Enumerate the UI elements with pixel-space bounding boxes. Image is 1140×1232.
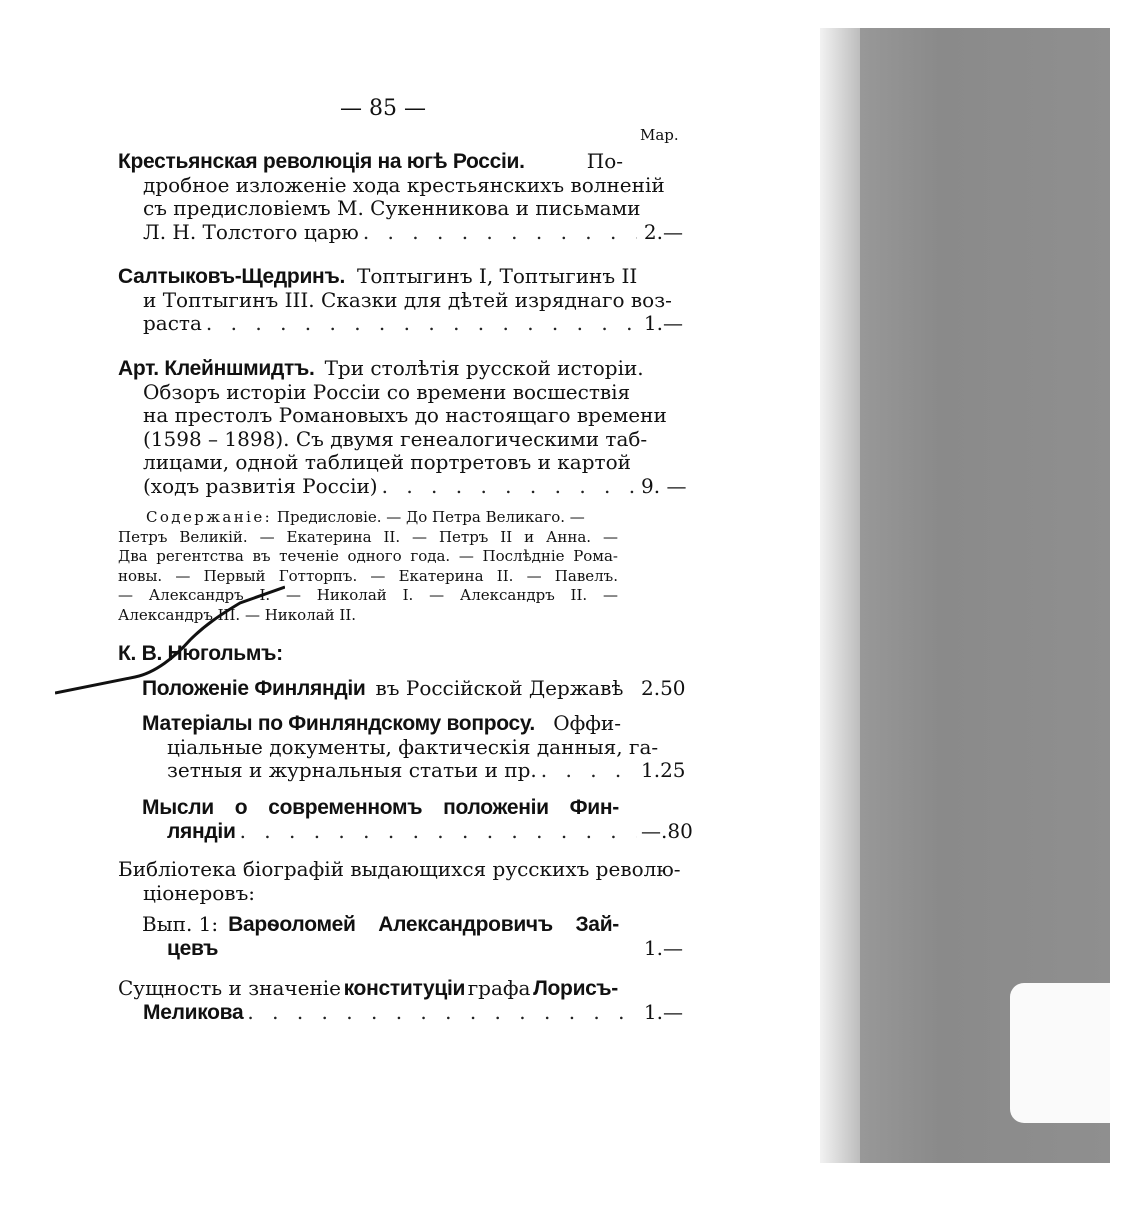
book-text: зетныя и журнальныя статьи и пр. [167,758,537,782]
entry-line [118,857,681,882]
entry-text: (ходъ развитія Россіи) [143,473,378,498]
entry-line [118,450,631,475]
contents-line: Александръ III. — Николай II. [118,605,357,624]
entry-peasant-revolution [118,150,683,244]
entry-text: Три столѣтія русской исторіи. [324,356,644,380]
book-price: 1.25 [641,758,686,782]
entry-text: и Топтыгинъ III. Сказки для дѣтей изряднаго воз- [143,287,672,312]
entry-line [118,287,672,313]
book-title: цевъ [167,936,219,960]
entry-price: 1.— [643,311,683,335]
book-title: Матеріалы по Финляндскому вопросу. [142,712,535,735]
entry-line [118,221,683,245]
entry-author: Арт. Клейншмидтъ. [118,357,315,380]
entry-line [118,265,683,289]
book-title: ляндіи [167,819,236,843]
book-title: Положеніе Финляндіи [142,677,366,700]
book-text: Оффи- [553,711,621,735]
entry-line [118,357,683,381]
leader-dots [363,221,637,245]
entry-price: 9. — [641,473,687,498]
book-title: Мысли о современномъ положеніи Фин- [142,796,619,819]
entry-kleinschmidt [118,356,687,498]
scan-page-edge [820,28,1110,1163]
entry-author: Салтыковъ-Щедринъ. [118,265,345,288]
page-fold [820,28,860,1163]
issue-label: Вып. 1: [142,912,219,936]
entry-line [118,977,618,1001]
entry-title: Лорисъ- [533,977,618,1000]
entry-title: Меликова [143,1000,244,1024]
entry-text: По- [586,149,623,173]
entry-price: 1.— [643,999,683,1024]
entry-line [142,818,693,844]
entry-line [118,196,641,221]
book-text: въ Россійской Державѣ [375,676,624,700]
entry-saltykov [118,265,683,336]
entry-text: Обзоръ исторіи Россіи со времени восшествія [143,379,631,404]
book-finland-materials [142,711,686,783]
entry-line [118,1001,683,1025]
contents-text: Предисловіе. — До Петра Великаго. — [276,508,585,526]
entry-text: Библіотека біографій выдающихся русскихъ револю- [118,857,681,881]
entry-line [142,676,686,701]
paper-tab [1010,983,1110,1123]
entry-text: (1598 – 1898). Съ двумя генеалогическими таб- [143,426,648,451]
entry-author: К. В. Нюгольмъ: [118,642,283,665]
entry-price: 2.— [643,219,683,244]
entry-text: лицами, одной таблицей портретовъ и картой [143,450,631,474]
entry-text: на престолъ Романовыхъ до настоящаго времени [143,403,667,427]
entry-line [118,150,683,174]
price-column-header: Мар. [640,126,679,144]
entry-text: дробное изложеніе хода крестьянскихъ волненій [143,172,665,197]
book-price: —.80 [641,818,693,843]
entry-line [118,642,683,666]
book-title: Варѳоломей Александровичъ Зай- [228,913,619,936]
entry-line [142,913,619,937]
entry-line [142,758,686,783]
leader-dots [247,1001,637,1025]
entry-line [118,379,631,405]
entry-text: Л. Н. Толстого царю [143,219,359,244]
leader-dots [206,312,637,336]
leader-dots [541,759,637,783]
entry-line: ціонеровъ: [143,880,256,905]
entry-text: раста [143,311,202,335]
entry-text: графа [467,976,531,1000]
contents-line: — Александръ I. — Николай I. — Александръ II. — [118,586,618,605]
book-text: ціальные документы, фактическія данныя, га- [167,734,659,759]
entry-line [118,473,687,499]
entry-constitution [118,977,683,1024]
book-zaitsev [142,913,683,960]
entry-title: Крестьянская революція на югѣ Россіи. [118,150,525,173]
leader-dots [240,820,637,844]
book-finland-thoughts [142,796,693,843]
entry-line [118,312,683,336]
leader-dots [382,475,637,499]
contents-label: Содержаніе: [146,508,273,526]
entry-nugolm [118,642,683,666]
entry-text: съ предисловіемъ М. Сукенникова и письмами [143,196,641,220]
page-number: — 85 — [340,96,426,121]
contents-line: Два регентства въ теченіе одного года. — Послѣдніе Рома- [118,547,618,566]
entry-title: конституціи [343,977,466,1000]
entry-line [142,734,659,760]
entry-text: Сущность и значеніе [118,976,342,1000]
entry-line [118,403,667,428]
book-finland-position [142,676,686,701]
entry-line [142,937,683,961]
contents-line: новы. — Первый Готторпъ. — Екатерина II. — Павелъ. [118,566,618,585]
book-price: 1.— [643,935,683,960]
entry-line [118,172,665,198]
entry-line [118,426,648,452]
contents-line: Петръ Великій. — Екатерина II. — Петръ II и Анна. — [118,527,618,546]
contents-line [118,508,618,528]
entry-text: Топтыгинъ I, Топтыгинъ II [357,264,638,288]
entry-line [142,712,683,736]
entry-library [118,858,683,905]
entry-line [142,796,619,820]
book-price: 2.50 [641,676,686,700]
